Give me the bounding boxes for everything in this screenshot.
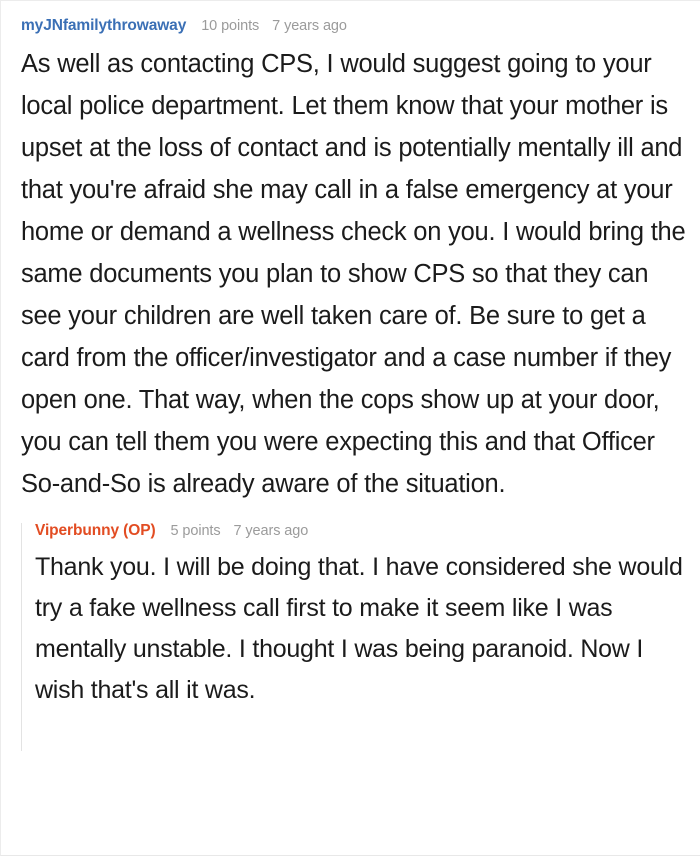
thread-collapse-line[interactable] <box>21 523 22 751</box>
reply-timestamp: 7 years ago <box>233 523 309 539</box>
reply-points: 5 points <box>170 523 221 539</box>
comment-top-level <box>1 1 700 505</box>
comment-reply <box>35 523 700 711</box>
comment-body-text: As well as contacting CPS, I would suggest going to your local police department. Let them know that your mother is upset at the loss of contact and is potentially mentally ill and that you're afraid she may call in a false emergency at your home or demand a wellness check on you. I would bring the same documents you plan to show CPS so that they can see your children are well taken care of. Be sure to get a card from the officer/investigator and a case number if they open one. That way, when the cops show up at your door, you can tell them you were expecting this and that Officer So-and-So is already aware of the situation. <box>21 50 686 498</box>
reply-body-text: Thank you. I will be doing that. I have considered she would try a fake wellness call first to make it seem like I was mentally unstable. I thought I was being paranoid. Now I wish that's all it was. <box>35 553 683 704</box>
comment-thread <box>1 1 700 711</box>
comment-timestamp: 7 years ago <box>272 18 347 34</box>
comment-points: 10 points <box>201 18 260 34</box>
comment-header <box>21 18 692 34</box>
reply-author-link[interactable]: Viperbunny (OP) <box>35 522 156 539</box>
comment-author-link[interactable]: myJNfamilythrowaway <box>21 17 187 34</box>
reply-header <box>35 523 694 539</box>
reply-indent-wrapper <box>21 523 700 711</box>
